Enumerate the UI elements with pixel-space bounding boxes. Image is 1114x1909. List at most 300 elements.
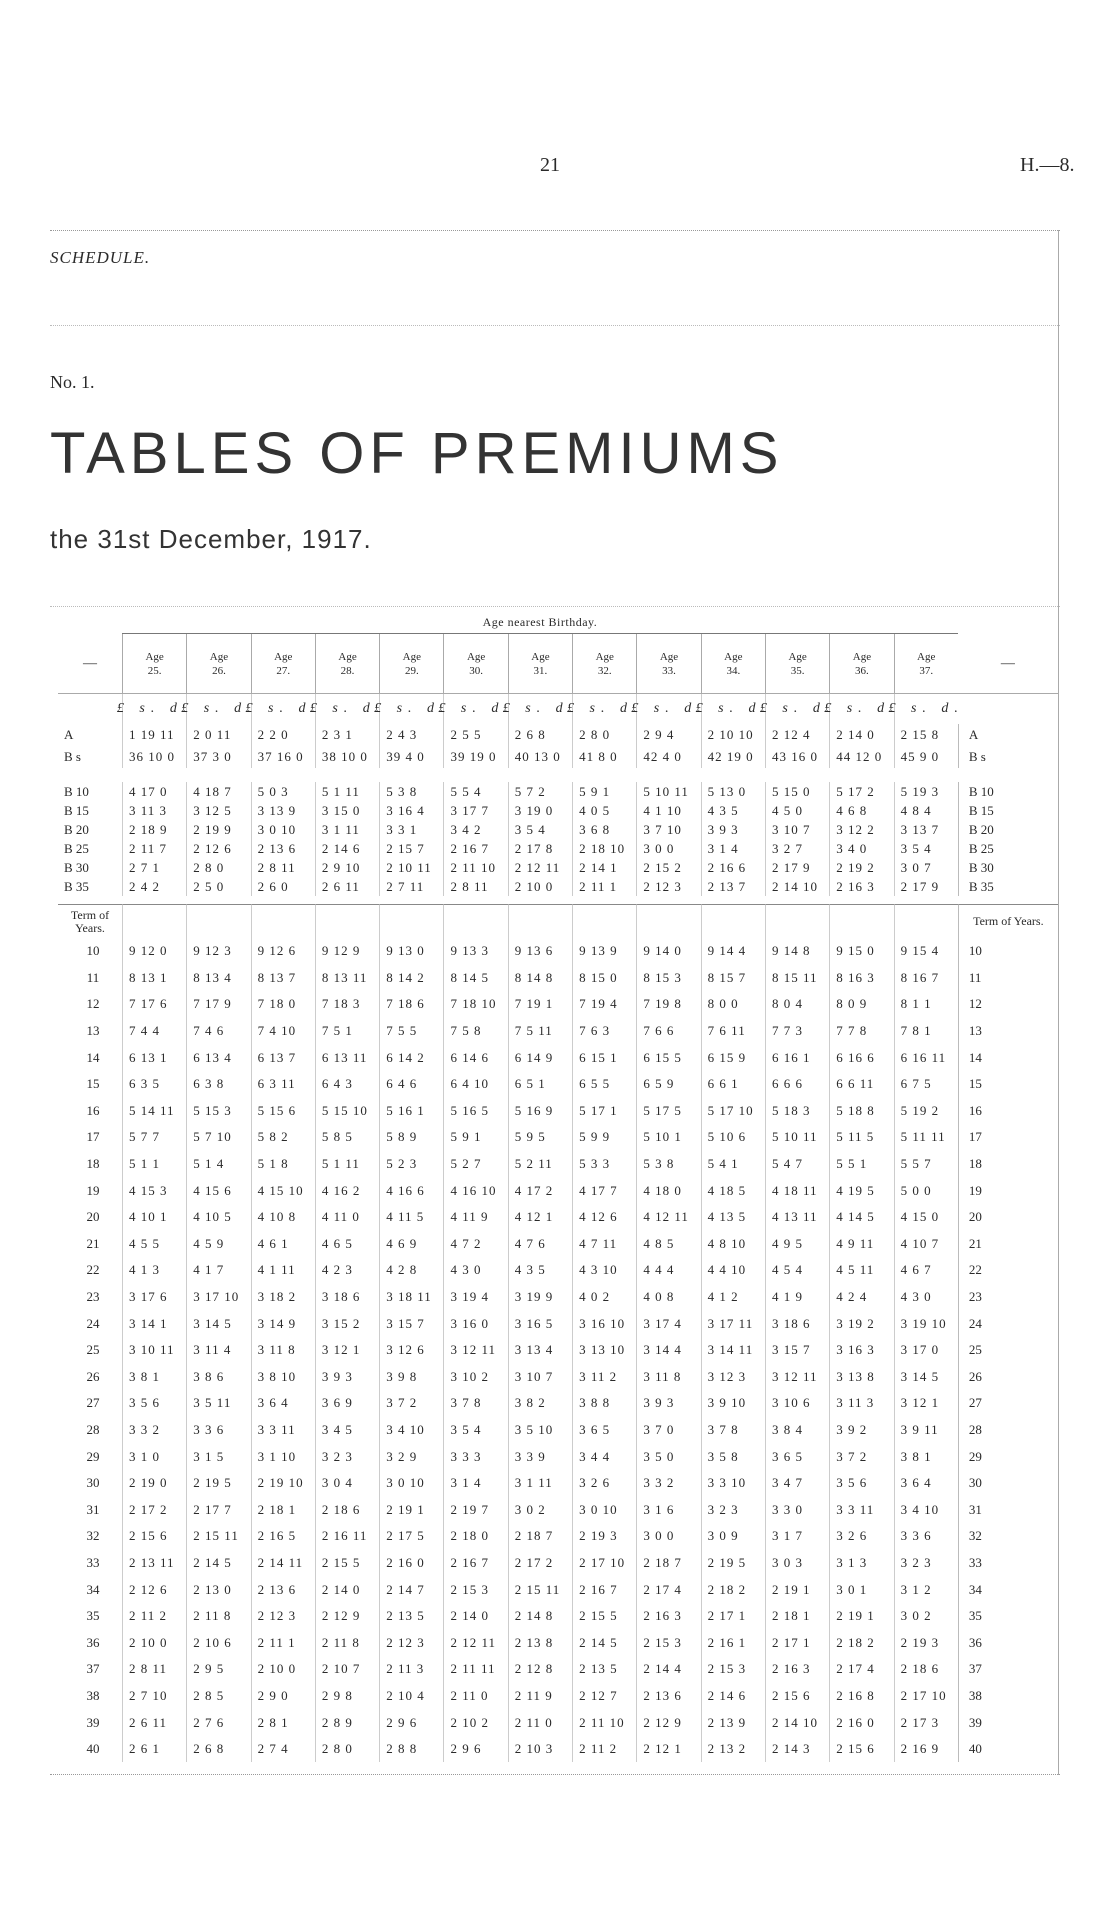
premium-cell: 40 13 0 <box>508 746 572 768</box>
premium-cell: 3 7 10 <box>636 820 700 839</box>
premium-cell: 2 7 1 <box>122 858 186 877</box>
premium-cell: 9 15 4 <box>894 938 958 965</box>
term-row-label-right: 23 <box>958 1284 1058 1311</box>
premium-cell: 2 10 11 <box>379 858 443 877</box>
premium-cell: 4 1 7 <box>186 1257 250 1284</box>
premium-cell: 2 16 8 <box>829 1683 893 1710</box>
age-column-header <box>251 634 315 694</box>
premium-cell: 3 3 1 <box>379 820 443 839</box>
premium-cell: 4 1 9 <box>765 1284 829 1311</box>
term-row-label: 32 <box>86 1528 100 1544</box>
premium-cell: 6 16 6 <box>829 1044 893 1071</box>
premium-cell: 5 11 11 <box>894 1124 958 1151</box>
premium-cell: 7 19 8 <box>636 991 700 1018</box>
age-column-header <box>765 634 829 694</box>
premium-cell: 5 19 3 <box>894 782 958 801</box>
premium-cell: 3 16 4 <box>379 801 443 820</box>
premium-cell: 4 6 5 <box>315 1231 379 1258</box>
premium-cell: 4 12 11 <box>636 1204 700 1231</box>
age-column-header <box>315 634 379 694</box>
premium-cell: 3 0 9 <box>701 1523 765 1550</box>
premium-cell: 6 14 9 <box>508 1044 572 1071</box>
currency-unit-header: £ s. d. <box>379 694 443 724</box>
premium-cell: 3 10 2 <box>443 1364 507 1391</box>
premium-cell: 2 14 8 <box>508 1603 572 1630</box>
plan-row-label-right: B 15 <box>958 801 1058 820</box>
premium-cell: 3 15 0 <box>315 801 379 820</box>
premium-cell: 2 3 1 <box>315 724 379 746</box>
premium-cell: 2 14 6 <box>701 1683 765 1710</box>
age-column-header <box>572 634 636 694</box>
premium-cell: 2 17 9 <box>894 877 958 896</box>
premium-cell: 2 13 6 <box>251 839 315 858</box>
term-of-years-header-right: Term of Years. <box>958 904 1058 938</box>
header-dash-left: — <box>58 634 122 694</box>
age-label: Age <box>209 650 229 663</box>
term-row-label-right: 17 <box>958 1124 1058 1151</box>
premium-cell: 2 13 9 <box>701 1709 765 1736</box>
premium-cell: 2 10 6 <box>186 1629 250 1656</box>
premium-cell: 5 17 5 <box>636 1098 700 1125</box>
premium-cell: 2 10 0 <box>251 1656 315 1683</box>
premium-cell: 2 11 8 <box>186 1603 250 1630</box>
premium-cell: 3 3 9 <box>508 1443 572 1470</box>
premium-cell: 2 19 5 <box>186 1470 250 1497</box>
premium-cell: 3 1 2 <box>894 1576 958 1603</box>
premium-cell: 2 15 6 <box>122 1523 186 1550</box>
premium-cell: 3 11 4 <box>186 1337 250 1364</box>
premium-cell: 6 13 1 <box>122 1044 186 1071</box>
premium-cell: 3 1 5 <box>186 1443 250 1470</box>
term-row-label-right: 35 <box>958 1603 1058 1630</box>
term-row-label: 40 <box>86 1741 100 1757</box>
term-row-label-right: 24 <box>958 1310 1058 1337</box>
premium-cell: 8 0 4 <box>765 991 829 1018</box>
premium-cell: 36 10 0 <box>122 746 186 768</box>
premium-cell: 2 15 3 <box>443 1576 507 1603</box>
premium-cell: 5 16 5 <box>443 1098 507 1125</box>
premium-cell: 3 13 10 <box>572 1337 636 1364</box>
term-header-blank <box>122 904 186 938</box>
term-row-label-right: 22 <box>958 1257 1058 1284</box>
premium-cell: 2 6 1 <box>122 1736 186 1763</box>
premium-cell: 5 10 11 <box>636 782 700 801</box>
term-header-blank <box>443 904 507 938</box>
premium-cell: 2 5 0 <box>186 877 250 896</box>
premium-cell: 2 12 6 <box>186 839 250 858</box>
premium-cell: 3 5 6 <box>829 1470 893 1497</box>
premium-cell: 2 14 10 <box>765 877 829 896</box>
premium-cell: 44 12 0 <box>829 746 893 768</box>
term-row-label: 25 <box>86 1342 100 1358</box>
currency-unit-header: £ s. d. <box>508 694 572 724</box>
premium-cell: 3 8 6 <box>186 1364 250 1391</box>
premium-cell: 3 18 2 <box>251 1284 315 1311</box>
premium-cell: 7 17 9 <box>186 991 250 1018</box>
premium-cell: 2 11 1 <box>572 877 636 896</box>
premium-cell: 7 19 4 <box>572 991 636 1018</box>
premium-cell: 3 10 11 <box>122 1337 186 1364</box>
premium-cell: 4 16 10 <box>443 1177 507 1204</box>
premium-cell: 8 14 2 <box>379 965 443 992</box>
premium-cell: 3 15 7 <box>379 1310 443 1337</box>
premium-cell: 2 18 7 <box>636 1550 700 1577</box>
premium-cell: 2 15 5 <box>572 1603 636 1630</box>
term-row-label: 30 <box>86 1475 100 1491</box>
premium-cell: 5 15 10 <box>315 1098 379 1125</box>
premium-cell: 7 18 10 <box>443 991 507 1018</box>
premium-cell: 3 16 3 <box>829 1337 893 1364</box>
term-row-label: 33 <box>86 1554 100 1570</box>
premium-cell: 6 14 6 <box>443 1044 507 1071</box>
premium-cell: 4 16 6 <box>379 1177 443 1204</box>
term-row-label-right: 26 <box>958 1364 1058 1391</box>
currency-unit-header: £ s. d. <box>315 694 379 724</box>
term-header-blank <box>508 904 572 938</box>
premium-cell: 2 11 0 <box>443 1683 507 1710</box>
premium-cell: 3 6 9 <box>315 1390 379 1417</box>
premium-cell: 5 14 11 <box>122 1098 186 1125</box>
premium-cell: 3 0 7 <box>894 858 958 877</box>
age-value: 32. <box>597 664 612 677</box>
premium-cell: 4 7 11 <box>572 1231 636 1258</box>
premium-cell: 4 17 0 <box>122 782 186 801</box>
premium-cell: 2 18 9 <box>122 820 186 839</box>
premium-cell: 8 14 5 <box>443 965 507 992</box>
term-row-label: 39 <box>86 1714 100 1730</box>
premium-cell: 2 8 11 <box>251 858 315 877</box>
premium-cell: 5 15 3 <box>186 1098 250 1125</box>
premium-cell: 3 0 10 <box>572 1496 636 1523</box>
premium-cell: 2 11 1 <box>251 1629 315 1656</box>
premium-cell: 7 4 4 <box>122 1018 186 1045</box>
premium-cell: 2 12 6 <box>122 1576 186 1603</box>
premium-cell: 7 5 11 <box>508 1018 572 1045</box>
premium-cell: 3 14 4 <box>636 1337 700 1364</box>
premium-cell: 4 4 10 <box>701 1257 765 1284</box>
term-row-label-right: 38 <box>958 1683 1058 1710</box>
premium-cell: 2 18 6 <box>894 1656 958 1683</box>
premium-cell: 2 11 7 <box>122 839 186 858</box>
age-label: Age <box>788 650 807 663</box>
premium-cell: 4 6 9 <box>379 1231 443 1258</box>
premium-cell: 2 11 10 <box>572 1709 636 1736</box>
currency-unit-header: £ s. d. <box>122 694 186 724</box>
premium-cell: 2 6 11 <box>122 1709 186 1736</box>
divider <box>50 606 1060 607</box>
premium-cell: 3 11 3 <box>122 801 186 820</box>
term-row-label: 10 <box>86 943 100 959</box>
premium-cell: 2 6 8 <box>508 724 572 746</box>
premium-cell: 2 18 1 <box>765 1603 829 1630</box>
premium-cell: 3 7 8 <box>701 1417 765 1444</box>
premium-cell: 2 14 0 <box>315 1576 379 1603</box>
plan-row-label: B s <box>64 749 81 764</box>
term-row-label-right: 40 <box>958 1736 1058 1763</box>
premium-cell: 2 7 11 <box>379 877 443 896</box>
premium-cell: 5 0 0 <box>894 1177 958 1204</box>
premium-cell: 8 13 1 <box>122 965 186 992</box>
premium-cell: 5 10 6 <box>701 1124 765 1151</box>
term-row-label-right: 14 <box>958 1044 1058 1071</box>
premium-cell: 2 10 3 <box>508 1736 572 1763</box>
premium-cell: 9 12 3 <box>186 938 250 965</box>
premium-cell: 2 8 0 <box>186 858 250 877</box>
term-row-label: 27 <box>86 1395 100 1411</box>
premium-cell: 8 0 0 <box>701 991 765 1018</box>
premium-cell: 3 7 2 <box>379 1390 443 1417</box>
premium-cell: 2 16 7 <box>572 1576 636 1603</box>
premium-cell: 5 3 8 <box>636 1151 700 1178</box>
top-divider <box>50 230 1060 231</box>
premium-cell: 4 8 10 <box>701 1231 765 1258</box>
premium-cell: 5 5 1 <box>829 1151 893 1178</box>
premium-cell: 9 12 0 <box>122 938 186 965</box>
premium-cell: 2 19 9 <box>186 820 250 839</box>
premium-cell: 7 5 8 <box>443 1018 507 1045</box>
premium-cell: 3 9 11 <box>894 1417 958 1444</box>
premium-cell: 3 9 8 <box>379 1364 443 1391</box>
premium-cell: 2 9 6 <box>443 1736 507 1763</box>
premium-cell: 4 4 4 <box>636 1257 700 1284</box>
premium-cell: 6 16 1 <box>765 1044 829 1071</box>
term-row-label-right: 25 <box>958 1337 1058 1364</box>
premium-table-grid <box>58 612 1058 1757</box>
premium-cell: 3 6 8 <box>572 820 636 839</box>
premium-cell: 3 8 8 <box>572 1390 636 1417</box>
premium-cell: 2 12 11 <box>508 858 572 877</box>
premium-cell: 3 17 11 <box>701 1310 765 1337</box>
premium-cell: 4 0 5 <box>572 801 636 820</box>
premium-cell: 4 12 1 <box>508 1204 572 1231</box>
premium-cell: 2 17 8 <box>508 839 572 858</box>
premium-cell: 6 6 1 <box>701 1071 765 1098</box>
term-row-label: 15 <box>86 1076 100 1092</box>
premium-cell: 2 6 8 <box>186 1736 250 1763</box>
premium-cell: 7 4 6 <box>186 1018 250 1045</box>
premium-cell: 3 7 2 <box>829 1443 893 1470</box>
premium-cell: 3 10 7 <box>765 820 829 839</box>
premium-cell: 2 4 3 <box>379 724 443 746</box>
premium-cell: 3 16 0 <box>443 1310 507 1337</box>
age-column-header <box>636 634 700 694</box>
premium-cell: 2 9 10 <box>315 858 379 877</box>
premium-cell: 2 12 11 <box>443 1629 507 1656</box>
plan-row-label-right: B 10 <box>958 782 1058 801</box>
premium-cell: 5 15 6 <box>251 1098 315 1125</box>
term-header-blank <box>894 904 958 938</box>
premium-cell: 4 8 5 <box>636 1231 700 1258</box>
premium-cell: 5 1 11 <box>315 1151 379 1178</box>
premium-cell: 9 14 0 <box>636 938 700 965</box>
premium-cell: 9 13 6 <box>508 938 572 965</box>
currency-unit-header: £ s. d. <box>251 694 315 724</box>
premium-cell: 3 3 0 <box>765 1496 829 1523</box>
premium-cell: 2 11 2 <box>572 1736 636 1763</box>
premium-cell: 2 15 3 <box>636 1629 700 1656</box>
premium-cell: 3 1 11 <box>508 1470 572 1497</box>
premium-cell: 4 11 9 <box>443 1204 507 1231</box>
premium-cell: 3 5 4 <box>443 1417 507 1444</box>
premium-cell: 2 14 5 <box>572 1629 636 1656</box>
premium-cell: 2 2 0 <box>251 724 315 746</box>
premium-cell: 2 8 5 <box>186 1683 250 1710</box>
age-label: Age <box>402 650 421 663</box>
currency-unit-header: £ s. d. <box>636 694 700 724</box>
term-row-label: 19 <box>86 1182 100 1198</box>
premium-cell: 4 15 6 <box>186 1177 250 1204</box>
age-value: 26. <box>212 664 226 677</box>
premium-cell: 3 2 3 <box>701 1496 765 1523</box>
premium-cell: 2 16 3 <box>636 1603 700 1630</box>
premium-cell: 3 17 6 <box>122 1284 186 1311</box>
premium-cell: 3 4 5 <box>315 1417 379 1444</box>
age-label: Age <box>659 650 679 663</box>
premium-cell: 2 13 5 <box>379 1603 443 1630</box>
premium-cell: 2 10 7 <box>315 1656 379 1683</box>
age-value: 30. <box>469 664 483 677</box>
premium-cell: 2 19 5 <box>701 1550 765 1577</box>
premium-cell: 3 4 2 <box>443 820 507 839</box>
term-header-blank <box>186 904 250 938</box>
premium-cell: 4 10 8 <box>251 1204 315 1231</box>
premium-cell: 3 5 8 <box>701 1443 765 1470</box>
premium-cell: 3 9 2 <box>829 1417 893 1444</box>
premium-cell: 3 2 7 <box>765 839 829 858</box>
premium-cell: 6 6 11 <box>829 1071 893 1098</box>
premium-cell: 2 19 0 <box>122 1470 186 1497</box>
premium-cell: 2 18 6 <box>315 1496 379 1523</box>
premium-cell: 5 16 9 <box>508 1098 572 1125</box>
premium-cell: 2 8 1 <box>251 1709 315 1736</box>
premium-cell: 3 1 7 <box>765 1523 829 1550</box>
premium-cell: 3 19 9 <box>508 1284 572 1311</box>
premium-cell: 5 17 1 <box>572 1098 636 1125</box>
premium-cell: 3 4 10 <box>379 1417 443 1444</box>
premium-cell: 7 7 3 <box>765 1018 829 1045</box>
age-value: 33. <box>662 664 676 677</box>
premium-cell: 3 5 0 <box>636 1443 700 1470</box>
premium-cell: 6 6 6 <box>765 1071 829 1098</box>
premium-cell: 3 7 0 <box>636 1417 700 1444</box>
premium-cell: 3 3 2 <box>636 1470 700 1497</box>
plan-row-label-right: B 20 <box>958 820 1058 839</box>
term-row-label-right: 36 <box>958 1629 1058 1656</box>
premium-cell: 4 6 1 <box>251 1231 315 1258</box>
term-row-label: 38 <box>86 1687 100 1703</box>
premium-cell: 2 19 2 <box>829 858 893 877</box>
premium-cell: 2 12 3 <box>379 1629 443 1656</box>
premium-cell: 2 18 2 <box>701 1576 765 1603</box>
premium-cell: 4 14 5 <box>829 1204 893 1231</box>
term-row-label-right: 28 <box>958 1417 1058 1444</box>
premium-cell: 2 17 10 <box>894 1683 958 1710</box>
premium-cell: 3 14 11 <box>701 1337 765 1364</box>
premium-cell: 4 5 4 <box>765 1257 829 1284</box>
age-column-header <box>379 634 443 694</box>
premium-cell: 6 14 2 <box>379 1044 443 1071</box>
premium-cell: 2 16 7 <box>443 1550 507 1577</box>
premium-cell: 9 12 6 <box>251 938 315 965</box>
premium-cell: 6 4 10 <box>443 1071 507 1098</box>
term-row-label: 12 <box>86 996 100 1012</box>
premium-cell: 8 16 7 <box>894 965 958 992</box>
age-column-header <box>186 634 250 694</box>
premium-cell: 3 17 10 <box>186 1284 250 1311</box>
premium-cell: 2 15 2 <box>636 858 700 877</box>
premium-cell: 5 15 0 <box>765 782 829 801</box>
schedule-label: SCHEDULE. <box>50 248 151 267</box>
age-label: Age <box>724 650 743 663</box>
term-row-label: 14 <box>86 1049 100 1065</box>
premium-cell: 3 1 3 <box>829 1550 893 1577</box>
premium-cell: 9 12 9 <box>315 938 379 965</box>
premium-cell: 2 13 5 <box>572 1656 636 1683</box>
premium-cell: 2 12 4 <box>765 724 829 746</box>
premium-cell: 3 0 2 <box>894 1603 958 1630</box>
premium-cell: 2 10 0 <box>122 1629 186 1656</box>
term-row-label-right: 19 <box>958 1177 1058 1204</box>
plan-row-label: B 20 <box>64 821 89 837</box>
premium-cell: 2 14 4 <box>636 1656 700 1683</box>
premium-cell: 2 19 10 <box>251 1470 315 1497</box>
page-number: 21 <box>540 154 560 176</box>
premium-cell: 5 5 4 <box>443 782 507 801</box>
term-row-label: 17 <box>86 1129 100 1145</box>
premium-cell: 5 4 1 <box>701 1151 765 1178</box>
premium-cell: 4 8 4 <box>894 801 958 820</box>
premium-cell: 38 10 0 <box>315 746 379 768</box>
premium-cell: 2 13 8 <box>508 1629 572 1656</box>
premium-cell: 2 12 9 <box>315 1603 379 1630</box>
premium-cell: 42 19 0 <box>701 746 765 768</box>
premium-cell: 5 10 1 <box>636 1124 700 1151</box>
premium-cell: 9 15 0 <box>829 938 893 965</box>
premium-cell: 9 14 8 <box>765 938 829 965</box>
premium-cell: 2 16 3 <box>829 877 893 896</box>
premium-cell: 43 16 0 <box>765 746 829 768</box>
premium-cell: 4 18 11 <box>765 1177 829 1204</box>
premium-cell: 3 12 2 <box>829 820 893 839</box>
premium-cell: 2 8 8 <box>379 1736 443 1763</box>
premium-cell: 3 7 8 <box>443 1390 507 1417</box>
premium-cell: 2 18 0 <box>443 1523 507 1550</box>
premium-cell: 8 1 1 <box>894 991 958 1018</box>
premium-cell: 4 18 0 <box>636 1177 700 1204</box>
premium-cell: 3 15 2 <box>315 1310 379 1337</box>
premium-cell: 3 4 10 <box>894 1496 958 1523</box>
premium-cell: 2 14 5 <box>186 1550 250 1577</box>
premium-cell: 6 13 4 <box>186 1044 250 1071</box>
age-value: 27. <box>276 664 291 677</box>
age-label: Age <box>274 650 293 663</box>
premium-table <box>58 612 1058 1757</box>
premium-cell: 3 12 6 <box>379 1337 443 1364</box>
age-value: 37. <box>919 664 934 677</box>
age-label: Age <box>145 650 164 663</box>
premium-cell: 2 16 1 <box>701 1629 765 1656</box>
term-row-label-right: 34 <box>958 1576 1058 1603</box>
premium-cell: 2 19 3 <box>894 1629 958 1656</box>
premium-cell: 2 17 3 <box>894 1709 958 1736</box>
premium-cell: 7 6 3 <box>572 1018 636 1045</box>
premium-cell: 5 2 11 <box>508 1151 572 1178</box>
premium-cell: 3 11 3 <box>829 1390 893 1417</box>
premium-cell: 2 12 9 <box>636 1709 700 1736</box>
premium-cell: 2 13 6 <box>251 1576 315 1603</box>
premium-cell: 4 0 8 <box>636 1284 700 1311</box>
premium-cell: 45 9 0 <box>894 746 958 768</box>
